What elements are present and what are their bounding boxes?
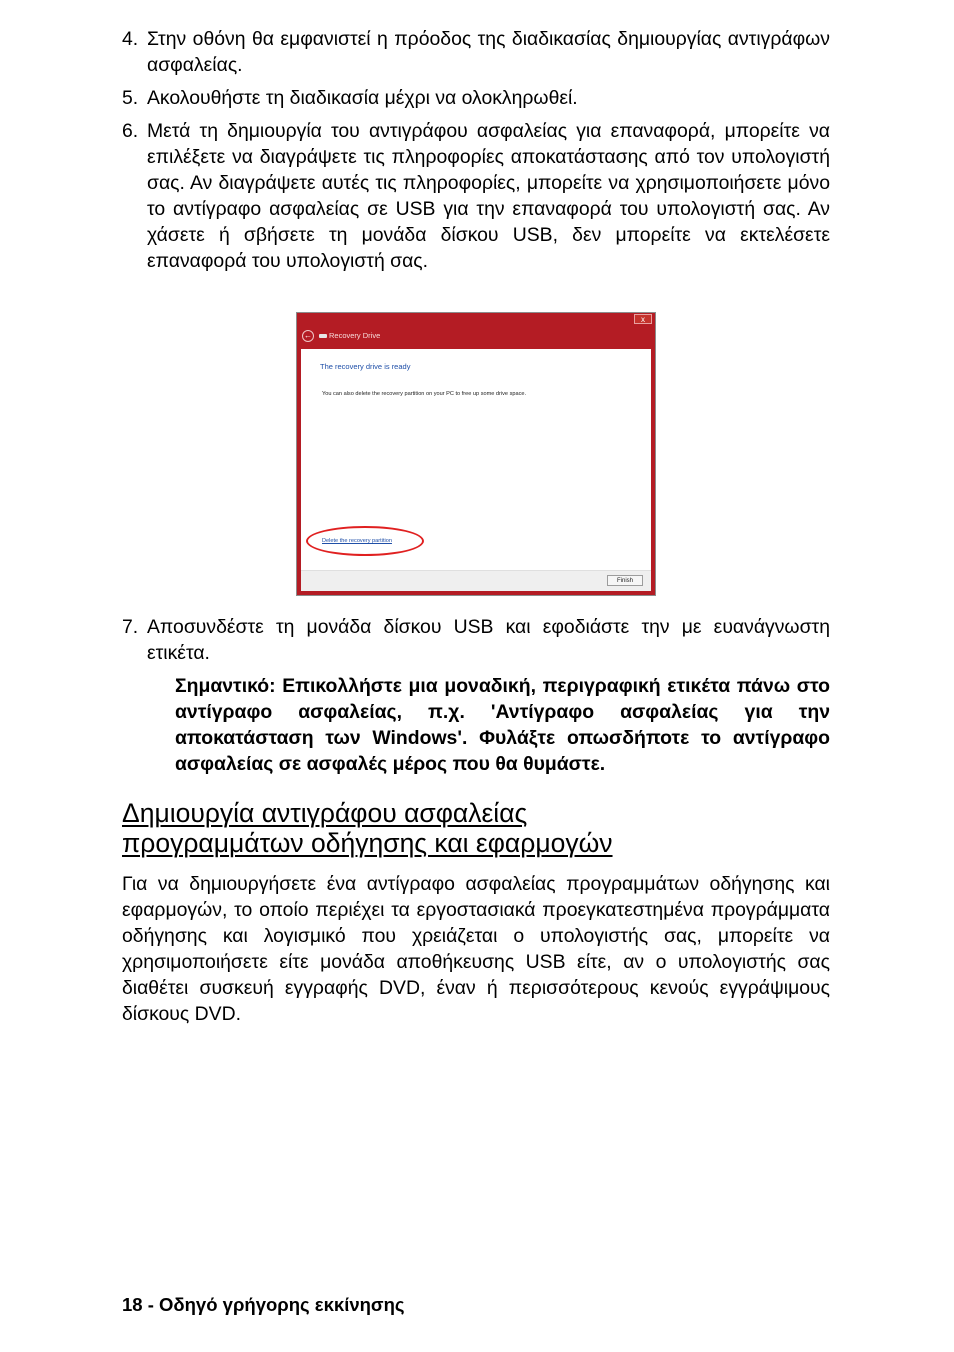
dialog-footer bbox=[301, 570, 651, 591]
section-heading-line-2: προγραμμάτων οδήγησης και εφαρμογών bbox=[122, 828, 613, 858]
list-item-step-6 bbox=[122, 118, 830, 274]
drive-icon bbox=[319, 334, 327, 338]
dialog-info-text: You can also delete the recovery partition on your PC to free up some drive space. bbox=[322, 391, 527, 397]
window-title: Recovery Drive bbox=[329, 331, 381, 340]
step-text: Αποσυνδέστε τη μονάδα δίσκου USB και εφοδιάστε την με ευανάγνωστη ετικέτα. bbox=[147, 616, 830, 664]
step-number: 7. bbox=[122, 616, 139, 638]
highlight-circle bbox=[306, 526, 424, 556]
dialog-heading: The recovery drive is ready bbox=[320, 362, 411, 371]
list-item-step-4 bbox=[122, 26, 830, 78]
step-text: Στην οθόνη θα εμφανιστεί η πρόοδος της διαδικασίας δημιουργίας αντιγράφων ασφαλείας. bbox=[147, 28, 830, 76]
back-arrow-icon[interactable]: ← bbox=[304, 331, 312, 340]
important-note: Σημαντικό: Επικολλήστε μια μοναδική, περιγραφική ετικέτα πάνω στο αντίγραφο ασφαλείας, π.χ. 'Αντίγραφο ασφαλείας για την αποκατάσταση των Windows'. Φυλάξτε οπωσδήποτε το αντίγραφο ασφαλείας σε ασφαλές μέρος που θα θυμάστε. bbox=[175, 675, 830, 775]
list-item-step-5 bbox=[122, 85, 830, 111]
step-text: Ακολουθήστε τη διαδικασία μέχρι να ολοκληρωθεί. bbox=[147, 87, 578, 109]
close-button[interactable]: x bbox=[634, 314, 652, 324]
step-number: 4. bbox=[122, 28, 139, 50]
delete-recovery-partition-link[interactable]: Delete the recovery partition bbox=[322, 538, 392, 544]
section-paragraph: Για να δημιουργήσετε ένα αντίγραφο ασφαλείας προγραμμάτων οδήγησης και εφαρμογών, το οποίο περιέχει τα εργοστασιακά προεγκατεστημένα προγράμματα οδήγησης και λογισμικό που χρειάζεται ο υπολογιστής σας, μπορείτε να χρησιμοποιήσετε είτε μονάδα αποθήκευσης USB είτε, αν ο υπολογιστής σας διαθέτει συσκευή εγγραφής DVD, έναν ή περισσότερους κενούς εγγράψιμους δίσκους DVD. bbox=[122, 873, 830, 1025]
finish-button[interactable]: Finish bbox=[607, 575, 643, 586]
section-heading bbox=[122, 798, 830, 858]
step-number: 5. bbox=[122, 87, 139, 109]
step-text: Μετά τη δημιουργία του αντιγράφου ασφαλείας για επαναφορά, μπορείτε να επιλέξετε να διαγράψετε τις πληροφορίες αποκατάστασης από τον υπολογιστή σας. Αν διαγράψετε αυτές τις πληροφορίες, μπορείτε να χρησιμοποιήσετε μόνο το αντίγραφο ασφαλείας σε USB για την επαναφορά του υπολογιστή σας. Αν χάσετε ή σβήσετε τη μονάδα δίσκου USB, δεν μπορείτε να εκτελέσετε επαναφορά του υπολογιστή σας. bbox=[147, 120, 830, 272]
window-titlebar bbox=[297, 313, 655, 326]
dialog-body bbox=[301, 349, 651, 571]
list-item-step-7 bbox=[122, 614, 830, 666]
step-number: 6. bbox=[122, 120, 139, 142]
section-heading-line-1: Δημιουργία αντιγράφου ασφαλείας bbox=[122, 798, 528, 828]
recovery-drive-screenshot bbox=[296, 312, 656, 596]
page-footer: 18 - Οδηγό γρήγορης εκκίνησης bbox=[122, 1294, 405, 1315]
